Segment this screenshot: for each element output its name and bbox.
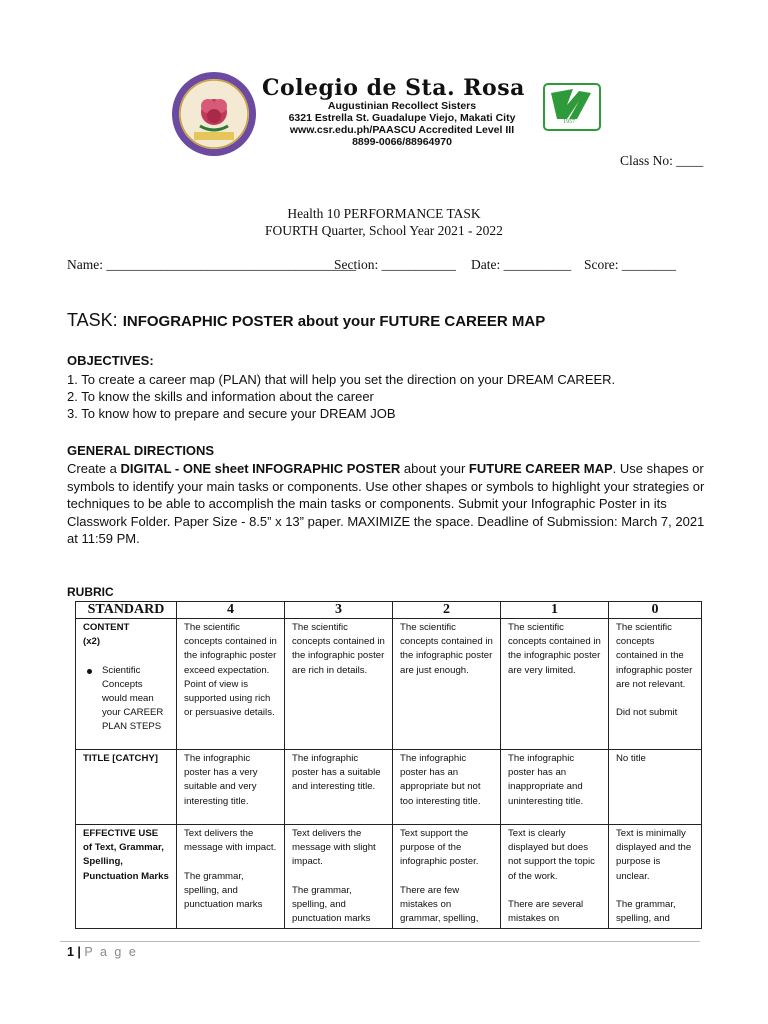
school-seal-logo [170,70,258,158]
school-phone: 8899-0066/88964970 [352,136,452,148]
task-heading [67,310,545,331]
rubric-cell-text: The grammar, spelling, and [616,899,676,925]
document-subtitle: FOURTH Quarter, School Year 2021 - 2022 [265,223,503,238]
rubric-header-cell: 1 [501,602,609,619]
standard-bullet-text: Scientific Concepts would mean your CAREER PLAN STEPS [102,664,164,733]
objective-item: 1. To create a career map (PLAN) that will help you set the direction on your DREAM CAREER. [67,372,616,387]
standard-bullet [83,664,169,735]
directions-text: . Use shapes or symbols to identify your main tasks or components. Use other shapes or symbols to highlight your strategies or techniques to be able to accomplish the main tasks or components. Submit your Infographic Poster in its Classwork Folder. Paper Size - 8.5” x 13” paper. MAXIMIZE the space. Deadline of Submission: March 7, 2021 at 11:59 PM. [67,461,705,547]
directions-paragraph [67,460,707,548]
name-field[interactable]: Name: _____________________________________ [67,257,357,272]
rubric-row-content [76,619,702,750]
objective-item: 3. To know how to prepare and secure your DREAM JOB [67,406,396,421]
rubric-cell-text: Did not submit [616,707,678,719]
document-title: Health 10 PERFORMANCE TASK [287,206,481,221]
standard-title: TITLE [CATCHY] [83,753,158,764]
standard-title: EFFECTIVE USE of Text, Grammar, Spelling, Punctuation Marks [83,828,169,882]
bullet-icon [87,669,92,674]
objective-item: 2. To know the skills and information about the career [67,389,374,404]
rubric-header-cell: 3 [285,602,393,619]
task-label: TASK: [67,310,118,330]
standard-title: CONTENT [83,622,130,633]
directions-emphasis: FUTURE CAREER MAP [468,461,613,476]
date-field[interactable]: Date: __________ [471,257,572,272]
rubric-header-row [76,602,702,619]
directions-text: about your [400,461,469,476]
rubric-standard-cell [76,750,177,825]
rubric-cell-text: Text delivers the message with impact. [184,828,277,854]
rubric-cell [393,825,501,929]
anniversary-badge-logo [543,83,601,131]
rubric-cell-text: Text delivers the message with slight impact. [292,828,376,868]
rubric-cell-text: Text is minimally displayed and the purpose is unclear. [616,828,692,882]
directions-emphasis: DIGITAL - ONE sheet INFOGRAPHIC POSTER [120,461,401,476]
rubric-cell [285,825,393,929]
directions-heading: GENERAL DIRECTIONS [67,443,215,458]
page-number: 1 [67,945,74,959]
badge-year: 1957 [563,119,575,125]
rubric-row-text-grammar [76,825,702,929]
footer-divider [60,941,700,942]
rubric-cell: No title [609,750,702,825]
rubric-cell: The scientific concepts contained in the infographic poster are very limited. [501,619,609,750]
rubric-cell: The infographic poster has an appropriate but not too interesting title. [393,750,501,825]
standard-multiplier: (x2) [83,636,101,648]
rubric-cell [609,825,702,929]
objectives-heading: OBJECTIVES: [67,353,154,368]
page-separator: | [73,945,85,959]
task-title: INFOGRAPHIC POSTER about your FUTURE CAREER MAP [122,313,546,330]
rubric-header-cell: STANDARD [76,602,177,619]
rubric-cell: The infographic poster has a very suitable and very interesting title. [177,750,285,825]
school-address: 6321 Estrella St. Guadalupe Viejo, Makati City [288,112,516,124]
rubric-cell-text: There are few mistakes on grammar, spelling, [400,884,479,925]
rubric-header-cell: 4 [177,602,285,619]
rubric-header-cell: 0 [609,602,702,619]
rubric-cell [609,619,702,750]
page-footer [67,945,138,959]
rubric-table [75,601,702,929]
rubric-cell-text: The scientific concepts contained in the infographic poster are not relevant. [616,622,693,690]
page-word: P a g e [84,945,138,959]
rubric-header-cell: 2 [393,602,501,619]
rubric-cell-text: The grammar, spelling, and punctuation marks [292,884,371,925]
rubric-cell-text: Text support the purpose of the infographic poster. [400,828,479,868]
rubric-cell: The scientific concepts contained in the infographic poster exceed expectation. Point of view is supported using rich or persuasive details. [177,619,285,750]
class-number-field[interactable]: Class No: ____ [620,153,704,168]
school-website[interactable]: www.csr.edu.ph/PAASCU Accredited Level III [289,124,515,136]
rubric-row-title [76,750,702,825]
score-field[interactable]: Score: ________ [584,257,676,272]
rubric-cell: The infographic poster has an inappropriate and uninteresting title. [501,750,609,825]
rubric-cell-text: Text is clearly displayed but does not support the topic of the work. [508,828,595,882]
school-subtitle: Augustinian Recollect Sisters [327,100,477,112]
rubric-standard-cell [76,619,177,750]
directions-text: Create a [67,461,121,476]
section-field[interactable]: Section: ___________ [334,257,456,272]
rubric-label: RUBRIC [67,585,114,599]
rubric-cell: The scientific concepts contained in the infographic poster are just enough. [393,619,501,750]
rubric-cell-text: There are several mistakes on [508,899,584,925]
rubric-cell [177,825,285,929]
rubric-cell-text: The grammar, spelling, and punctuation marks [184,870,263,911]
rubric-cell: The scientific concepts contained in the infographic poster are rich in details. [285,619,393,750]
school-name: Colegio de Sta. Rosa [262,75,525,101]
rubric-cell [501,825,609,929]
rubric-standard-cell [76,825,177,929]
rubric-cell: The infographic poster has a suitable and interesting title. [285,750,393,825]
